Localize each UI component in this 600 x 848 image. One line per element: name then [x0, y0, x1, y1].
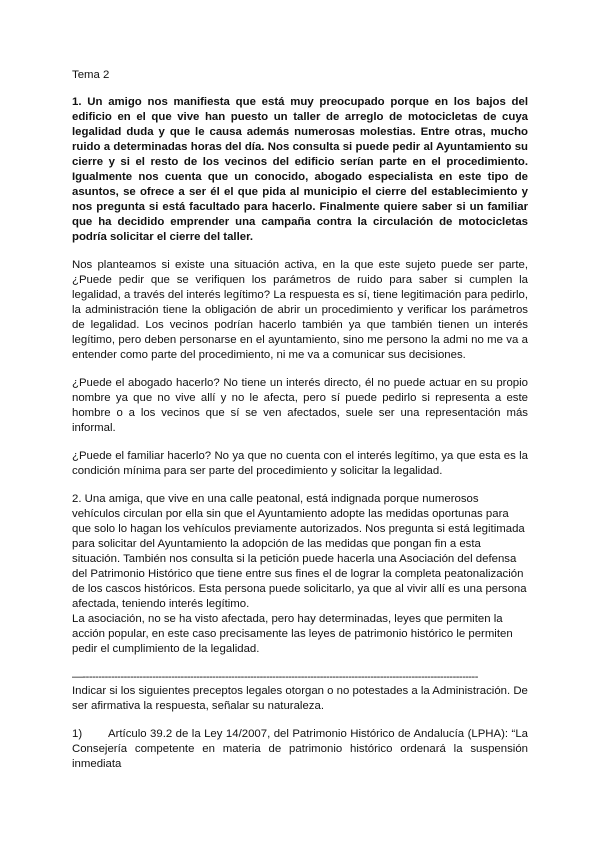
- question-1: 1. Un amigo nos manifiesta que está muy preocupado porque en los bajos del edificio en el que vive han puesto un taller de arreglo de motocicletas de cuya legalidad duda y que le causa además numerosas molestias. Entre otras, mucho ruido a determinadas horas del día. Nos consulta si puede pedir al Ayuntamiento su cierre y si el resto de los vecinos del edificio serían parte en el procedimiento. Igualmente nos cuenta que un conocido, abogado especialista en este tipo de asuntos, se ofrece a ser él el que pida al municipio el cierre del establecimiento y nos pregunta si está facultado para hacerlo. Finalmente quiere saber si un familiar que ha decidido emprender una campaña contra la circulación de motocicletas podría solicitar el cierre del taller.: [72, 96, 528, 243]
- answer-1-paragraph-1: Nos planteamos si existe una situación activa, en la que este sujeto puede ser parte, ¿Puede pedir que se verifiquen los parámetros de ruido para saber si cumplen la legalidad, a través del interés legítimo? La respuesta es sí, tiene legitimación para pedirlo, la administración tiene la obligación de abrir un procedimiento y verificar los parámetros de legalidad. Los vecinos podrían hacerlo también ya que también tienen un interés legítimo, pero deben personarse en el ayuntamiento, sino me persono la admi no me va a entender como parte del procedimiento, ni me va a comunicar sus decisiones.: [72, 259, 528, 361]
- answer-2: La asociación, no se ha visto afectada, pero hay determinadas, leyes que permiten la acción popular, en este caso precisamente las leyes de patrimonio histórico le permiten pedir el cumplimiento de la legalidad.: [72, 613, 513, 655]
- list-item-1: [72, 727, 528, 772]
- answer-1-paragraph-2: ¿Puede el abogado hacerlo? No tiene un interés directo, él no puede actuar en su propio nombre ya que no vive allí y no le afecta, pero sí puede pedirlo si representa a este hombre o a los vecinos que sí se ven afectados, suele ser una representación más informal.: [72, 377, 528, 434]
- separator-line: —-----------------------------------------------------------------------------------------------------------------------------: [72, 671, 478, 683]
- answer-1-paragraph-3: ¿Puede el familiar hacerlo? No ya que no cuenta con el interés legítimo, ya que esta es la condición mínima para ser parte del procedimiento y solicitar la legalidad.: [72, 450, 528, 477]
- document-page: [72, 68, 528, 785]
- list-item-text: Artículo 39.2 de la Ley 14/2007, del Patrimonio Histórico de Andalucía (LPHA): “La Consejería competente en materia de patrimonio histórico ordenará la suspensión inmediata: [72, 728, 528, 770]
- document-heading: Tema 2: [72, 69, 110, 81]
- question-2: 2. Una amiga, que vive en una calle peatonal, está indignada porque numerosos vehículos circulan por ella sin que el Ayuntamiento adopte las medidas oportunas para que solo lo hagan los vehículos previamente autorizados. Nos pregunta si está legitimada para solicitar del Ayuntamiento la adopción de las medidas que pongan fin a esta situación. También nos consulta si la petición puede hacerla una Asociación del defensa del Patrimonio Histórico que tiene entre sus fines el de lograr la completa peatonalización de los cascos históricos. Esta persona puede solicitarlo, ya que al vivir allí es una persona afectada, teniendo interés legítimo.: [72, 493, 527, 610]
- instruction-text: Indicar si los siguientes preceptos legales otorgan o no potestades a la Administración. De ser afirmativa la respuesta, señalar su naturaleza.: [72, 685, 528, 712]
- list-item-number: 1): [72, 728, 83, 740]
